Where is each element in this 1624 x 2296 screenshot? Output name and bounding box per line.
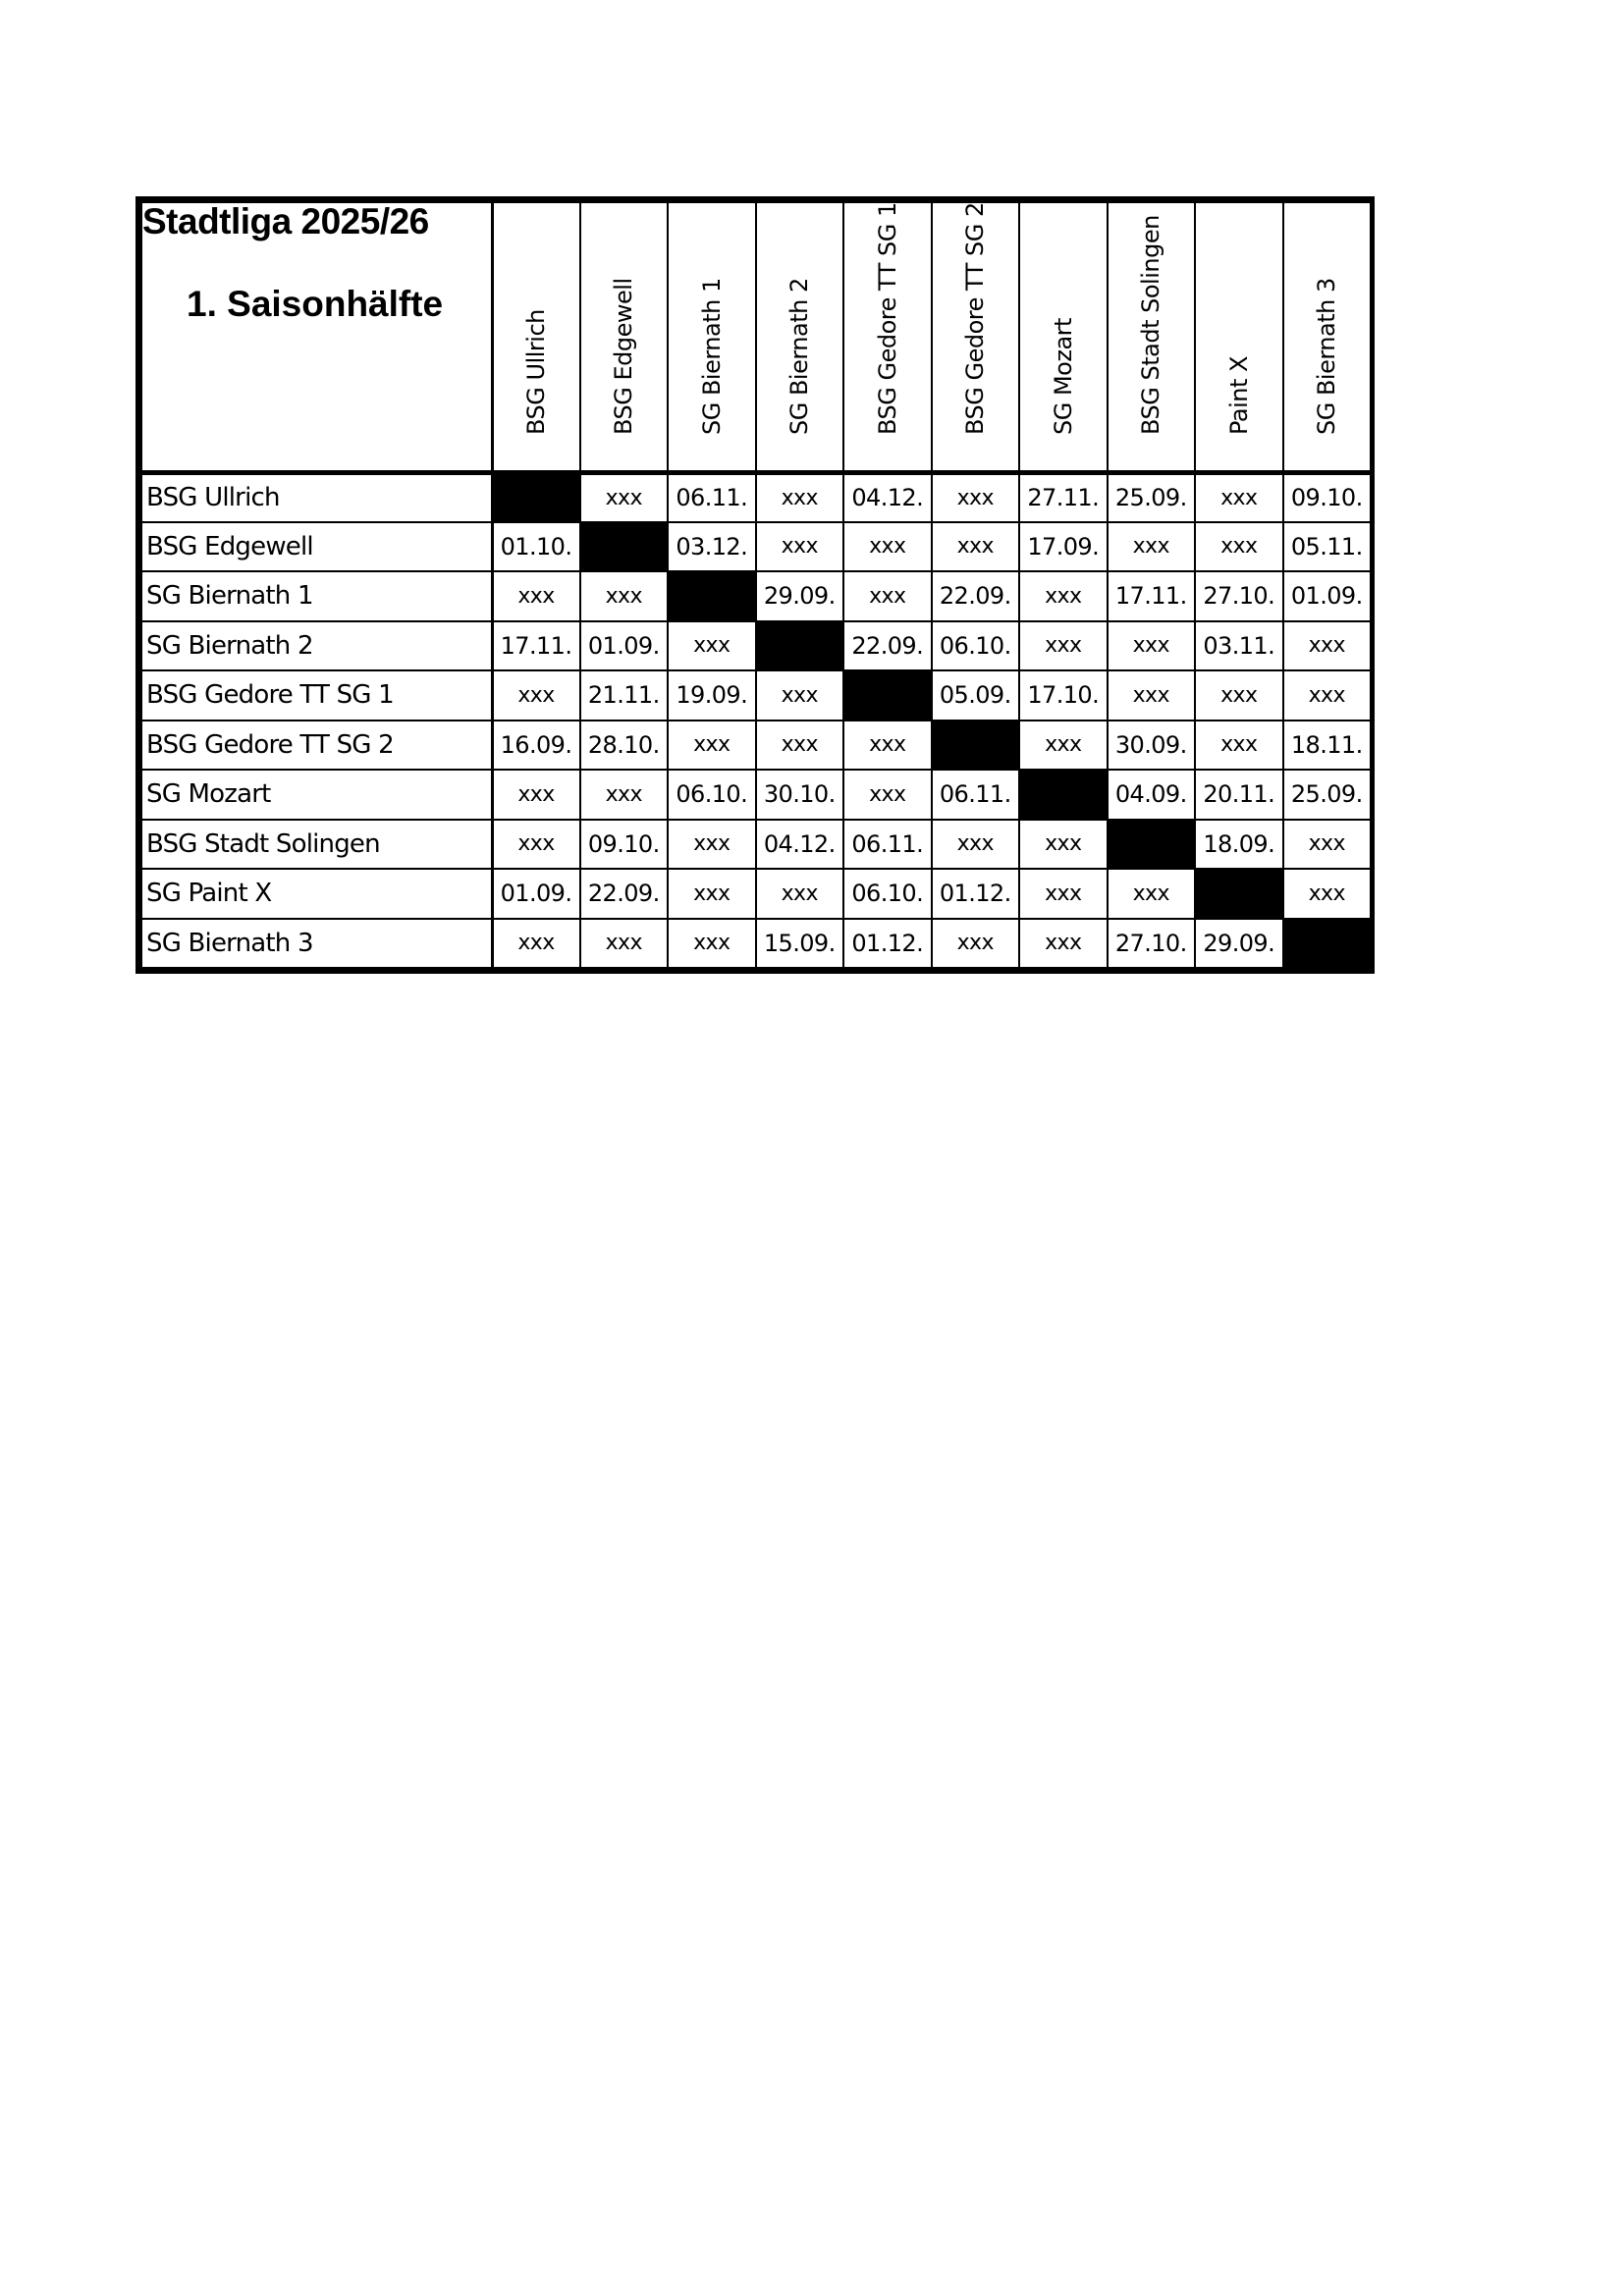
column-header-label: SG Biernath 3 <box>1313 277 1341 435</box>
match-date-cell: 01.09. <box>1283 571 1372 621</box>
column-header-label: BSG Gedore TT SG 1 <box>873 201 901 435</box>
match-date-cell: xxx <box>1019 571 1108 621</box>
column-header-label: BSG Stadt Solingen <box>1137 214 1165 435</box>
match-date-cell: 30.09. <box>1108 721 1196 771</box>
diagonal-blank-cell <box>756 621 844 671</box>
match-date-cell: xxx <box>756 670 844 721</box>
match-date-cell: xxx <box>932 472 1020 522</box>
match-date-cell: xxx <box>843 721 932 771</box>
column-header-label: BSG Ullrich <box>522 308 550 435</box>
match-date-cell: xxx <box>1283 869 1372 919</box>
match-date-cell: xxx <box>756 869 844 919</box>
column-header <box>580 202 669 472</box>
table-row <box>141 721 1371 771</box>
match-date-cell: 25.09. <box>1108 472 1196 522</box>
match-date-cell: xxx <box>843 770 932 820</box>
match-date-cell: 05.09. <box>932 670 1020 721</box>
column-header-label: SG Mozart <box>1049 317 1077 435</box>
column-header <box>1195 202 1283 472</box>
diagonal-blank-cell <box>580 522 669 572</box>
match-date-cell: xxx <box>843 571 932 621</box>
match-date-cell: 17.11. <box>492 621 580 671</box>
match-date-cell: xxx <box>492 919 580 969</box>
match-date-cell: xxx <box>1195 721 1283 771</box>
match-date-cell: xxx <box>1283 621 1372 671</box>
schedule-body <box>141 472 1371 968</box>
match-date-cell: 17.10. <box>1019 670 1108 721</box>
page-subtitle: 1. Saisonhälfte <box>187 284 444 324</box>
match-date-cell: 03.12. <box>668 522 756 572</box>
match-date-cell: 01.09. <box>580 621 669 671</box>
match-date-cell: 18.09. <box>1195 820 1283 870</box>
table-row <box>141 869 1371 919</box>
match-date-cell: xxx <box>668 621 756 671</box>
match-date-cell: xxx <box>1195 670 1283 721</box>
match-date-cell: 06.11. <box>843 820 932 870</box>
match-date-cell: 18.11. <box>1283 721 1372 771</box>
match-date-cell: 21.11. <box>580 670 669 721</box>
match-date-cell: 22.09. <box>580 869 669 919</box>
column-header <box>668 202 756 472</box>
match-date-cell: xxx <box>1019 621 1108 671</box>
match-date-cell: 01.09. <box>492 869 580 919</box>
match-date-cell: 01.12. <box>843 919 932 969</box>
row-team-label: BSG Gedore TT SG 2 <box>141 721 492 771</box>
diagonal-blank-cell <box>843 670 932 721</box>
match-date-cell: xxx <box>668 721 756 771</box>
match-date-cell: 04.09. <box>1108 770 1196 820</box>
match-date-cell: xxx <box>492 571 580 621</box>
table-row <box>141 522 1371 572</box>
match-date-cell: xxx <box>1108 670 1196 721</box>
row-team-label: SG Biernath 1 <box>141 571 492 621</box>
schedule-sheet <box>135 196 1375 974</box>
table-row <box>141 919 1371 969</box>
table-row <box>141 770 1371 820</box>
table-row <box>141 820 1371 870</box>
diagonal-blank-cell <box>932 721 1020 771</box>
match-date-cell: 06.10. <box>843 869 932 919</box>
match-date-cell: xxx <box>1283 670 1372 721</box>
match-date-cell: 01.10. <box>492 522 580 572</box>
table-row <box>141 621 1371 671</box>
match-date-cell: 09.10. <box>1283 472 1372 522</box>
match-date-cell: 27.10. <box>1108 919 1196 969</box>
column-header <box>492 202 580 472</box>
match-date-cell: xxx <box>932 919 1020 969</box>
match-date-cell: 19.09. <box>668 670 756 721</box>
table-row <box>141 472 1371 522</box>
match-date-cell: 22.09. <box>932 571 1020 621</box>
row-team-label: BSG Ullrich <box>141 472 492 522</box>
row-team-label: BSG Edgewell <box>141 522 492 572</box>
match-date-cell: xxx <box>1019 721 1108 771</box>
match-date-cell: xxx <box>492 670 580 721</box>
match-date-cell: xxx <box>756 522 844 572</box>
match-date-cell: 17.11. <box>1108 571 1196 621</box>
match-date-cell: 06.11. <box>932 770 1020 820</box>
match-date-cell: xxx <box>668 869 756 919</box>
diagonal-blank-cell <box>1195 869 1283 919</box>
match-date-cell: xxx <box>668 820 756 870</box>
row-team-label: SG Mozart <box>141 770 492 820</box>
match-date-cell: 16.09. <box>492 721 580 771</box>
column-header <box>1283 202 1372 472</box>
column-header <box>932 202 1020 472</box>
page-title: Stadtliga 2025/26 <box>142 201 429 241</box>
column-header <box>843 202 932 472</box>
match-date-cell: xxx <box>492 820 580 870</box>
table-row <box>141 670 1371 721</box>
match-date-cell: xxx <box>1019 919 1108 969</box>
match-date-cell: xxx <box>1108 869 1196 919</box>
header-row <box>141 202 1371 472</box>
match-date-cell: xxx <box>843 522 932 572</box>
match-date-cell: 25.09. <box>1283 770 1372 820</box>
diagonal-blank-cell <box>1019 770 1108 820</box>
match-date-cell: 01.12. <box>932 869 1020 919</box>
diagonal-blank-cell <box>1108 820 1196 870</box>
match-date-cell: xxx <box>1108 522 1196 572</box>
match-date-cell: xxx <box>932 820 1020 870</box>
match-date-cell: xxx <box>580 919 669 969</box>
match-date-cell: 29.09. <box>1195 919 1283 969</box>
match-date-cell: 06.10. <box>932 621 1020 671</box>
match-date-cell: xxx <box>492 770 580 820</box>
column-header <box>1108 202 1196 472</box>
column-header <box>1019 202 1108 472</box>
match-date-cell: 06.10. <box>668 770 756 820</box>
match-date-cell: 17.09. <box>1019 522 1108 572</box>
column-header <box>756 202 844 472</box>
match-date-cell: 22.09. <box>843 621 932 671</box>
match-date-cell: xxx <box>932 522 1020 572</box>
match-date-cell: xxx <box>580 571 669 621</box>
match-date-cell: xxx <box>1195 522 1283 572</box>
match-date-cell: 27.11. <box>1019 472 1108 522</box>
match-date-cell: 05.11. <box>1283 522 1372 572</box>
match-date-cell: xxx <box>756 721 844 771</box>
match-date-cell: 03.11. <box>1195 621 1283 671</box>
match-date-cell: xxx <box>668 919 756 969</box>
match-date-cell: 20.11. <box>1195 770 1283 820</box>
match-date-cell: 28.10. <box>580 721 669 771</box>
match-date-cell: 04.12. <box>843 472 932 522</box>
row-team-label: SG Biernath 3 <box>141 919 492 969</box>
match-date-cell: 09.10. <box>580 820 669 870</box>
match-date-cell: xxx <box>1195 472 1283 522</box>
column-header-label: SG Biernath 1 <box>697 277 726 435</box>
match-date-cell: xxx <box>1019 820 1108 870</box>
match-date-cell: 29.09. <box>756 571 844 621</box>
match-date-cell: 15.09. <box>756 919 844 969</box>
match-date-cell: xxx <box>756 472 844 522</box>
row-team-label: BSG Stadt Solingen <box>141 820 492 870</box>
title-block <box>141 202 492 472</box>
match-date-cell: 06.11. <box>668 472 756 522</box>
column-header-label: BSG Gedore TT SG 2 <box>961 201 990 435</box>
diagonal-blank-cell <box>1283 919 1372 969</box>
row-team-label: SG Biernath 2 <box>141 621 492 671</box>
match-date-cell: 30.10. <box>756 770 844 820</box>
match-date-cell: xxx <box>580 770 669 820</box>
match-date-cell: xxx <box>580 472 669 522</box>
table-row <box>141 571 1371 621</box>
match-date-cell: xxx <box>1019 869 1108 919</box>
diagonal-blank-cell <box>492 472 580 522</box>
match-date-cell: xxx <box>1108 621 1196 671</box>
match-date-cell: xxx <box>1283 820 1372 870</box>
column-header-label: SG Biernath 2 <box>785 277 814 435</box>
match-schedule-table <box>140 201 1372 969</box>
diagonal-blank-cell <box>668 571 756 621</box>
column-header-label: BSG Edgewell <box>610 277 638 435</box>
row-team-label: SG Paint X <box>141 869 492 919</box>
match-date-cell: 27.10. <box>1195 571 1283 621</box>
column-header-label: Paint X <box>1224 355 1253 435</box>
match-date-cell: 04.12. <box>756 820 844 870</box>
row-team-label: BSG Gedore TT SG 1 <box>141 670 492 721</box>
